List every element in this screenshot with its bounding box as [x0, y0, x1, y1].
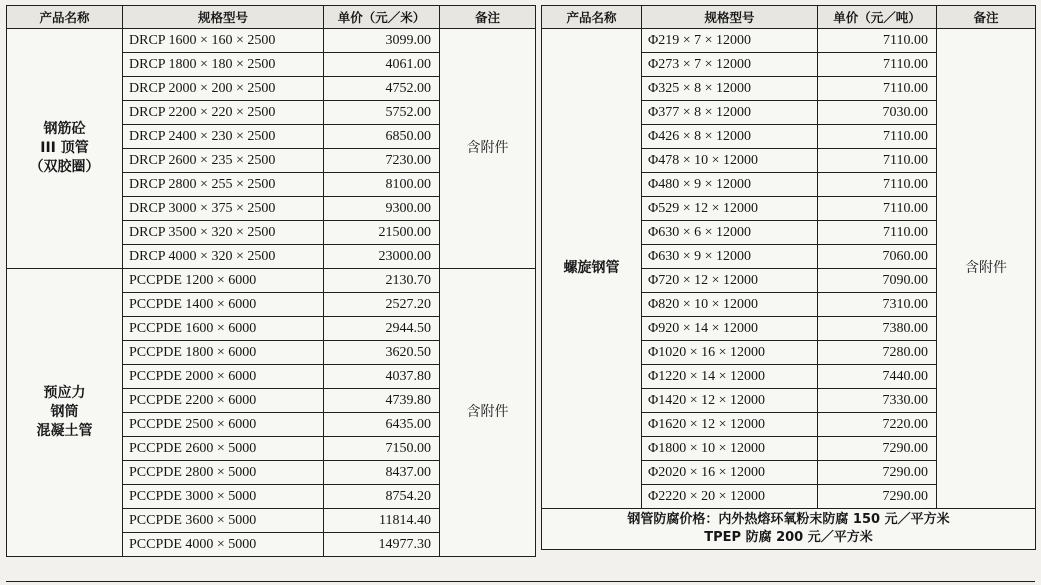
spec-cell: DRCP 3000 × 375 × 2500	[123, 197, 324, 221]
spec-cell: DRCP 2600 × 235 × 2500	[123, 149, 324, 173]
price-cell: 3620.50	[324, 341, 440, 365]
spec-cell: Φ630 × 6 × 12000	[642, 221, 818, 245]
price-cell: 8100.00	[324, 173, 440, 197]
header-remark: 备注	[937, 6, 1036, 29]
table-row	[7, 29, 536, 53]
price-cell: 7310.00	[818, 293, 937, 317]
spec-cell: Φ529 × 12 × 12000	[642, 197, 818, 221]
product-name-cell: 螺旋钢管	[542, 29, 642, 509]
remark-cell: 含附件	[937, 29, 1036, 509]
spec-cell: PCCPDE 1200 × 6000	[123, 269, 324, 293]
price-cell: 7110.00	[818, 221, 937, 245]
spec-cell: Φ920 × 14 × 12000	[642, 317, 818, 341]
product-name-cell: 预应力 钢筒 混凝土管	[7, 269, 123, 557]
price-cell: 6435.00	[324, 413, 440, 437]
table-row	[7, 269, 536, 293]
price-cell: 8754.20	[324, 485, 440, 509]
header-spec: 规格型号	[642, 6, 818, 29]
spec-cell: Φ480 × 9 × 12000	[642, 173, 818, 197]
footnote-line: 钢管防腐价格：内外热熔环氧粉末防腐 150 元／平方米	[627, 512, 950, 527]
price-cell: 4752.00	[324, 77, 440, 101]
price-cell: 7330.00	[818, 389, 937, 413]
spec-cell: PCCPDE 2000 × 6000	[123, 365, 324, 389]
spec-cell: PCCPDE 4000 × 5000	[123, 533, 324, 557]
header-remark: 备注	[440, 6, 536, 29]
footnote-line: TPEP 防腐 200 元／平方米	[704, 530, 873, 545]
price-cell: 7090.00	[818, 269, 937, 293]
footnote-row	[542, 509, 1036, 550]
price-cell: 7290.00	[818, 485, 937, 509]
spec-cell: Φ630 × 9 × 12000	[642, 245, 818, 269]
spec-cell: DRCP 2400 × 230 × 2500	[123, 125, 324, 149]
price-cell: 11814.40	[324, 509, 440, 533]
spec-cell: Φ1020 × 16 × 12000	[642, 341, 818, 365]
price-cell: 3099.00	[324, 29, 440, 53]
price-cell: 7380.00	[818, 317, 937, 341]
anticorrosion-price-note	[542, 509, 1036, 550]
header-product-name: 产品名称	[542, 6, 642, 29]
spec-cell: Φ377 × 8 × 12000	[642, 101, 818, 125]
price-cell: 7230.00	[324, 149, 440, 173]
price-cell: 7110.00	[818, 125, 937, 149]
spec-cell: Φ1420 × 12 × 12000	[642, 389, 818, 413]
price-cell: 7110.00	[818, 53, 937, 77]
price-cell: 7110.00	[818, 77, 937, 101]
bottom-border-strip	[6, 581, 1035, 585]
spec-cell: PCCPDE 1800 × 6000	[123, 341, 324, 365]
header-product-name: 产品名称	[7, 6, 123, 29]
spec-cell: Φ478 × 10 × 12000	[642, 149, 818, 173]
header-unit-price: 单价（元／米）	[324, 6, 440, 29]
price-cell: 7030.00	[818, 101, 937, 125]
price-cell: 7440.00	[818, 365, 937, 389]
spec-cell: DRCP 4000 × 320 × 2500	[123, 245, 324, 269]
spec-cell: Φ820 × 10 × 12000	[642, 293, 818, 317]
price-cell: 2130.70	[324, 269, 440, 293]
spec-cell: DRCP 2000 × 200 × 2500	[123, 77, 324, 101]
price-cell: 8437.00	[324, 461, 440, 485]
spec-cell: Φ325 × 8 × 12000	[642, 77, 818, 101]
price-cell: 7220.00	[818, 413, 937, 437]
price-cell: 2527.20	[324, 293, 440, 317]
spec-cell: PCCPDE 1400 × 6000	[123, 293, 324, 317]
spec-cell: DRCP 1600 × 160 × 2500	[123, 29, 324, 53]
spec-cell: PCCPDE 3600 × 5000	[123, 509, 324, 533]
spec-cell: PCCPDE 1600 × 6000	[123, 317, 324, 341]
spec-cell: PCCPDE 2500 × 6000	[123, 413, 324, 437]
spec-cell: PCCPDE 3000 × 5000	[123, 485, 324, 509]
remark-cell: 含附件	[440, 29, 536, 269]
price-cell: 7150.00	[324, 437, 440, 461]
spec-cell: PCCPDE 2600 × 5000	[123, 437, 324, 461]
price-cell: 9300.00	[324, 197, 440, 221]
price-cell: 4739.80	[324, 389, 440, 413]
spec-cell: DRCP 2800 × 255 × 2500	[123, 173, 324, 197]
price-cell: 4037.80	[324, 365, 440, 389]
spiral-steel-pipe-price-table	[541, 5, 1036, 550]
spec-cell: DRCP 1800 × 180 × 2500	[123, 53, 324, 77]
spec-cell: DRCP 3500 × 320 × 2500	[123, 221, 324, 245]
price-cell: 7110.00	[818, 29, 937, 53]
price-cell: 7280.00	[818, 341, 937, 365]
table-row	[542, 29, 1036, 53]
price-cell: 7110.00	[818, 197, 937, 221]
spec-cell: Φ1800 × 10 × 12000	[642, 437, 818, 461]
product-name-cell: 钢筋砼 III 顶管 （双胶圈）	[7, 29, 123, 269]
header-unit-price: 单价（元／吨）	[818, 6, 937, 29]
table-header-row	[542, 6, 1036, 29]
spec-cell: Φ273 × 7 × 12000	[642, 53, 818, 77]
price-cell: 7060.00	[818, 245, 937, 269]
spec-cell: Φ720 × 12 × 12000	[642, 269, 818, 293]
spec-cell: PCCPDE 2200 × 6000	[123, 389, 324, 413]
price-cell: 7290.00	[818, 461, 937, 485]
spec-cell: Φ2220 × 20 × 12000	[642, 485, 818, 509]
spec-cell: Φ1620 × 12 × 12000	[642, 413, 818, 437]
price-cell: 7290.00	[818, 437, 937, 461]
price-cell: 23000.00	[324, 245, 440, 269]
remark-cell: 含附件	[440, 269, 536, 557]
concrete-pipe-price-table	[6, 5, 536, 557]
price-cell: 21500.00	[324, 221, 440, 245]
price-cell: 7110.00	[818, 149, 937, 173]
spec-cell: Φ1220 × 14 × 12000	[642, 365, 818, 389]
spec-cell: Φ219 × 7 × 12000	[642, 29, 818, 53]
price-cell: 2944.50	[324, 317, 440, 341]
price-cell: 7110.00	[818, 173, 937, 197]
price-cell: 4061.00	[324, 53, 440, 77]
spec-cell: Φ426 × 8 × 12000	[642, 125, 818, 149]
price-cell: 6850.00	[324, 125, 440, 149]
price-cell: 5752.00	[324, 101, 440, 125]
spec-cell: Φ2020 × 16 × 12000	[642, 461, 818, 485]
spec-cell: DRCP 2200 × 220 × 2500	[123, 101, 324, 125]
spec-cell: PCCPDE 2800 × 5000	[123, 461, 324, 485]
header-spec: 规格型号	[123, 6, 324, 29]
price-cell: 14977.30	[324, 533, 440, 557]
table-header-row	[7, 6, 536, 29]
